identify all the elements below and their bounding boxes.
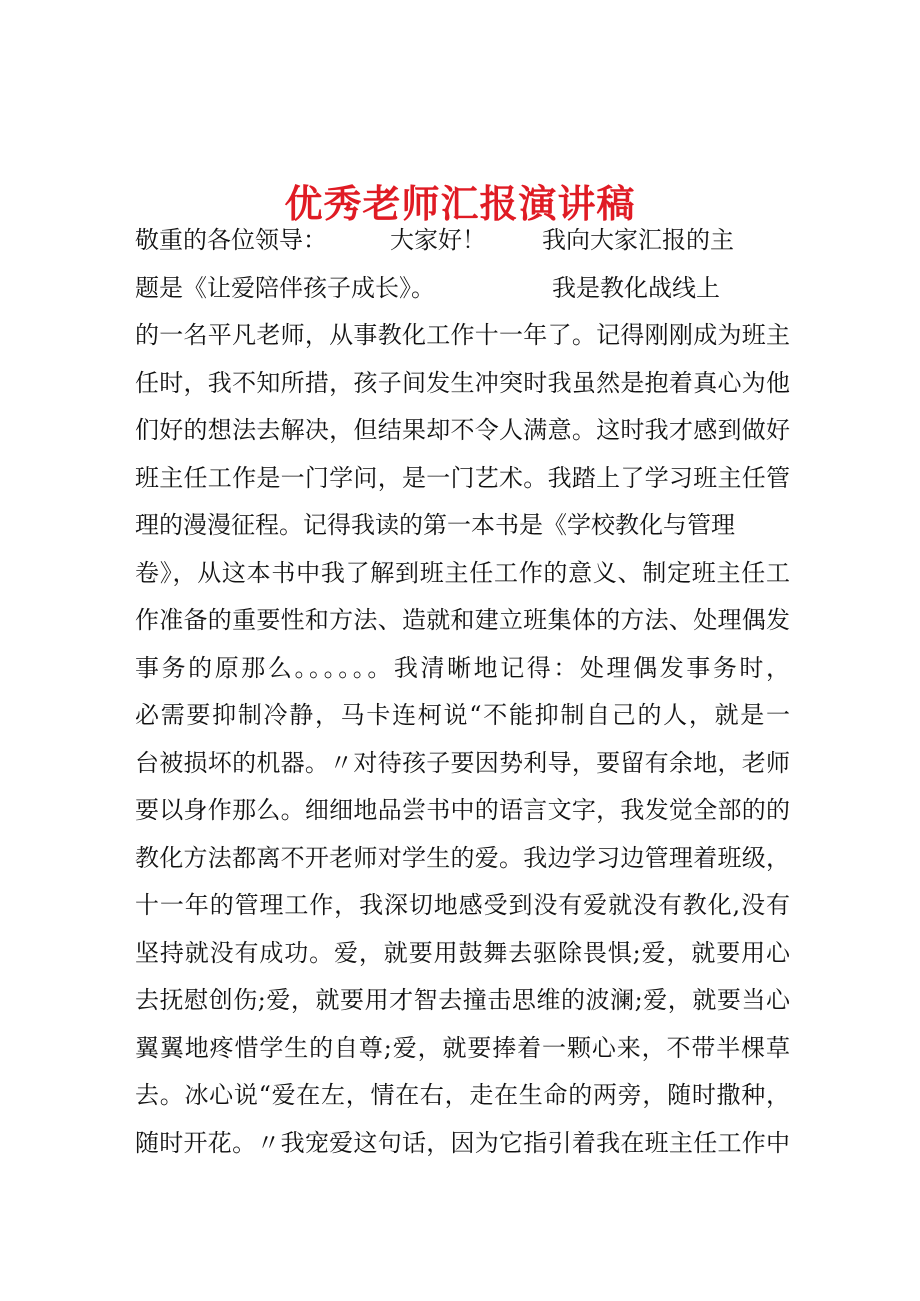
body-line-7: 作准备的重要性和方法、造就和建立班集体的方法、处理偶发 bbox=[135, 606, 790, 634]
document-body bbox=[135, 217, 790, 1167]
body-line-17: 去。冰心说“爱在左，情在右，走在生命的两旁，随时撒种， bbox=[135, 1081, 790, 1109]
body-line-13: 十一年的管理工作，我深切地感受到没有爱就没有教化,没有 bbox=[135, 891, 790, 919]
body-line-1: 的一名平凡老师，从事教化工作十一年了。记得刚刚成为班主 bbox=[135, 321, 790, 349]
body-line-2: 任时，我不知所措，孩子间发生冲突时我虽然是抱着真心为他 bbox=[135, 368, 790, 397]
topic-intro-text: 我向大家汇报的主 bbox=[542, 226, 734, 254]
hello-text: 大家好！ bbox=[390, 226, 486, 254]
body-line-6: 卷》，从这本书中我了解到班主任工作的意义、制定班主任工 bbox=[135, 558, 790, 587]
body-line-5: 理的漫漫征程。记得我读的第一本书是《学校教化与管理 bbox=[135, 511, 735, 539]
body-line-18: 随时开花。〃我宠爱这句话，因为它指引着我在班主任工作中 bbox=[135, 1128, 790, 1157]
body-line-11: 要以身作那么。细细地品尝书中的语言文字，我发觉全部的的 bbox=[135, 796, 790, 824]
self-intro-text: 我是教化战线上 bbox=[552, 273, 720, 302]
body-line-3: 们好的想法去解决，但结果却不令人满意。这时我才感到做好 bbox=[135, 416, 790, 444]
body-line-14: 坚持就没有成功。爱，就要用鼓舞去驱除畏惧;爱，就要用心 bbox=[135, 938, 790, 967]
body-line-9: 必需要抑制冷静，马卡连柯说“不能抑制自己的人，就是一 bbox=[135, 701, 790, 729]
body-line-16: 翼翼地疼惜学生的自尊;爱，就要捧着一颗心来，不带半棵草 bbox=[135, 1033, 790, 1062]
opening-line-1 bbox=[135, 217, 790, 265]
body-line-4: 班主任工作是一门学问，是一门艺术。我踏上了学习班主任管 bbox=[135, 463, 790, 492]
document-title: 优秀老师汇报演讲稿 bbox=[284, 181, 636, 227]
opening-line-2 bbox=[135, 265, 790, 313]
body-line-15: 去抚慰创伤;爱，就要用才智去撞击思维的波澜;爱，就要当心 bbox=[135, 986, 790, 1014]
body-line-8: 事务的原那么。。。。。。我清晰地记得：处理偶发事务时， bbox=[135, 653, 790, 682]
greeting-text: 敬重的各位领导： bbox=[135, 226, 327, 254]
body-line-12: 教化方法都离不开老师对学生的爱。我边学习边管理着班级， bbox=[135, 843, 790, 872]
topic-text: 题是《让爱陪伴孩子成长》。 bbox=[135, 273, 435, 302]
body-line-10: 台被损坏的机器。〃对待孩子要因势利导，要留有余地，老师 bbox=[135, 748, 790, 777]
